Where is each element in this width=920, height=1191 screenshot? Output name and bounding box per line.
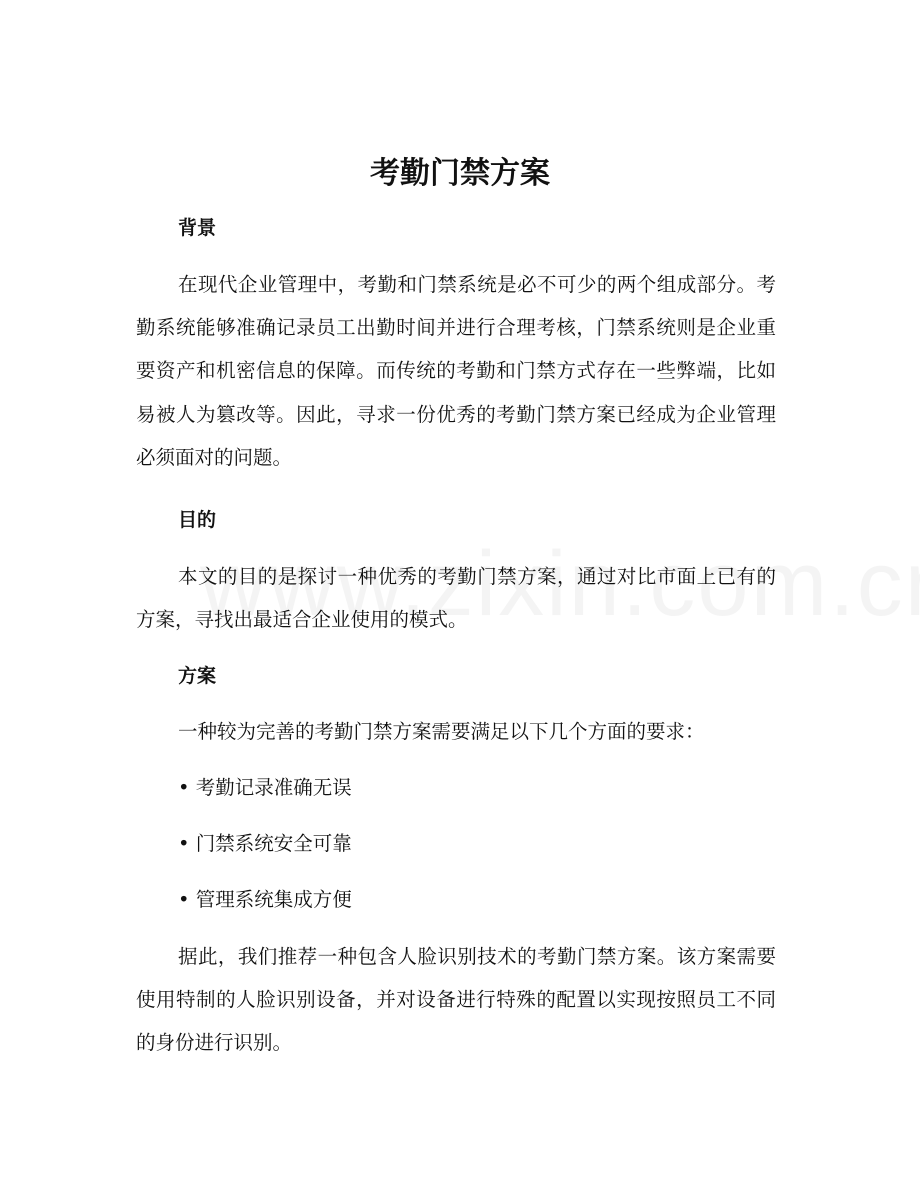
bullet-item: • 门禁系统安全可靠 bbox=[178, 832, 352, 855]
background-paragraph: 在现代企业管理中，考勤和门禁系统是必不可少的两个组成部分。考勤系统能够准确记录员工出勤时间并进行合理考核，门禁系统则是企业重要资产和机密信息的保障。而传统的考勤和门禁方式存在一些弊端，比如易被人为篡改等。因此，寻求一份优秀的考勤门禁方案已经成为企业管理必须面对的问题。 bbox=[136, 273, 776, 469]
section-heading-background: 背景 bbox=[178, 217, 217, 239]
section-heading-plan: 方案 bbox=[178, 665, 217, 687]
purpose-paragraph: 本文的目的是探讨一种优秀的考勤门禁方案，通过对比市面上已有的方案，寻找出最适合企业使用的模式。 bbox=[136, 565, 776, 632]
bullet-item: • 管理系统集成方便 bbox=[178, 888, 352, 911]
section-heading-purpose: 目的 bbox=[178, 509, 217, 531]
plan-intro-paragraph: 一种较为完善的考勤门禁方案需要满足以下几个方面的要求： bbox=[178, 720, 705, 743]
document-title: 考勤门禁方案 bbox=[370, 156, 550, 191]
bullet-item: • 考勤记录准确无误 bbox=[178, 776, 352, 799]
plan-conclusion-paragraph: 据此，我们推荐一种包含人脸识别技术的考勤门禁方案。该方案需要使用特制的人脸识别设备，并对设备进行特殊的配置以实现按照员工不同的身份进行识别。 bbox=[136, 945, 776, 1055]
